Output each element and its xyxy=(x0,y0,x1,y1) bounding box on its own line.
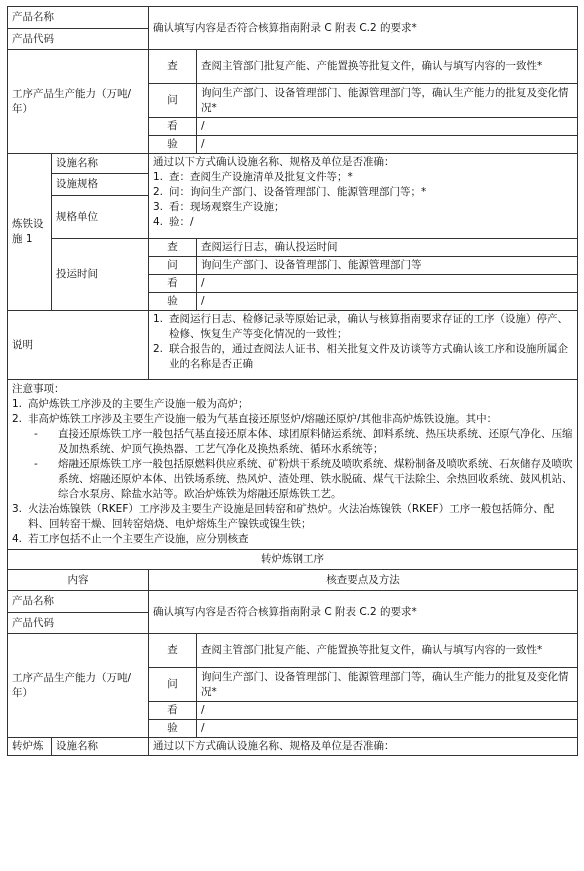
method-key-verify: 验 xyxy=(149,136,197,154)
s2-facility-intro: 通过以下方式确认设施名称、规格及单位是否准确： xyxy=(149,738,578,756)
method-key-look: 看 xyxy=(149,118,197,136)
col-content-header: 内容 xyxy=(8,570,149,591)
commission-key-look: 看 xyxy=(149,275,197,293)
commission-text-verify: / xyxy=(197,293,578,311)
list-item: 4. 验：/ xyxy=(153,216,194,228)
s2-method-key-verify: 验 xyxy=(149,720,197,738)
s2-method-key-look: 看 xyxy=(149,702,197,720)
list-item: 1. 查：查阅生产设施清单及批复文件等；* xyxy=(153,171,353,183)
product-code-label: 产品代码 xyxy=(8,29,149,50)
commission-text-look: / xyxy=(197,275,578,293)
s2-method-key-ask: 问 xyxy=(149,668,197,702)
s2-method-text-look: / xyxy=(197,702,578,720)
product-requirement: 确认填写内容是否符合核算指南附录 C 附表 C.2 的要求* xyxy=(149,7,578,50)
list-item: 3. 火法冶炼镍铁（RKEF）工序涉及主要生产设施是回转窑和矿热炉。火法冶炼镍铁（RKEF）工序一般包括筛分、配料、回转窑干燥、回转窑焙烧、电炉熔炼生产镍铁或镍生铁； xyxy=(12,503,555,530)
s2-product-name-label: 产品名称 xyxy=(8,591,149,613)
facility-method-list xyxy=(149,154,578,239)
section2-title: 转炉炼钢工序 xyxy=(8,550,578,570)
s2-method-text-verify: / xyxy=(197,720,578,738)
attention-title: 注意事项： xyxy=(12,383,65,395)
sub-list-item: - 熔融还原炼铁工序一般包括原燃料供应系统、矿粉烘干系统及喷吹系统、煤粉制备及喷吹系统、石灰储存及喷吹系统、熔融还原炉本体、出铁场系统、热风炉、渣处理、铁水脱硫、煤气干法除尘、余热回收系统、鼓风机站、综合水泵房、除盐水站等。欧冶炉炼铁为熔融还原炼铁工艺。 xyxy=(34,458,573,500)
s2-facility-name-label: 设施名称 xyxy=(52,738,149,756)
commission-key-check: 查 xyxy=(149,239,197,257)
verification-table-page xyxy=(7,6,577,756)
s2-group-label: 转炉炼 xyxy=(8,738,52,756)
list-item: 2. 问：询问生产部门、设备管理部门、能源管理部门等；* xyxy=(153,186,427,198)
list-item: 4. 若工序包括不止一个主要生产设施，应分别核查 xyxy=(12,533,249,545)
list-item: 2. 非高炉炼铁工序涉及主要生产设施一般为气基直接还原竖炉/熔融还原炉/其他非高炉炼铁设施。其中： xyxy=(12,413,498,425)
commission-key-ask: 问 xyxy=(149,257,197,275)
method-key-ask: 问 xyxy=(149,84,197,118)
list-item: 1. 查阅运行日志、检修记录等原始记录，确认与核算指南要求存证的工序（设施）停产、检修、恢复生产等变化情况的一致性； xyxy=(153,313,568,340)
sub-list-item: - 直接还原炼铁工序一般包括气基直接还原本体、球团原料储运系统、卸料系统、热压块系统、还原气净化、压缩及加热系统、炉顶气换热器、工艺气净化及换热系统、循环水系统等； xyxy=(34,428,573,455)
list-item: 3. 看：现场观察生产设施； xyxy=(153,201,285,213)
method-text-look: / xyxy=(197,118,578,136)
product-name-label: 产品名称 xyxy=(8,7,149,29)
commission-text-ask: 询问生产部门、设备管理部门、能源管理部门等 xyxy=(197,257,578,275)
method-text-verify: / xyxy=(197,136,578,154)
s2-method-key-check: 查 xyxy=(149,634,197,668)
list-item: 1. 高炉炼铁工序涉及的主要生产设施一般为高炉； xyxy=(12,398,249,410)
commission-label: 投运时间 xyxy=(52,239,149,311)
verification-table xyxy=(7,6,578,756)
notes-list xyxy=(149,311,578,380)
s2-product-requirement: 确认填写内容是否符合核算指南附录 C 附表 C.2 的要求* xyxy=(149,591,578,634)
list-item: 2. 联合报告的，通过查阅法人证书、相关批复文件及访谈等方式确认该工序和设施所属企业的名称是否正确 xyxy=(153,343,568,370)
method-key-check: 查 xyxy=(149,50,197,84)
facility-spec-label: 设施规格 xyxy=(52,174,149,196)
method-text-check: 查阅主管部门批复产能、产能置换等批复文件，确认与填写内容的一致性* xyxy=(197,50,578,84)
s2-capacity-label: 工序产品生产能力（万吨/年） xyxy=(8,634,149,738)
capacity-label: 工序产品生产能力（万吨/年） xyxy=(8,50,149,154)
facility-method-intro: 通过以下方式确认设施名称、规格及单位是否准确： xyxy=(153,156,395,168)
commission-text-check: 查阅运行日志，确认投运时间 xyxy=(197,239,578,257)
notes-label: 说明 xyxy=(8,311,149,380)
facility-name-label: 设施名称 xyxy=(52,154,149,174)
attention-block xyxy=(8,380,578,550)
facility-group-label: 炼铁设施 1 xyxy=(8,154,52,311)
spec-unit-label: 规格单位 xyxy=(52,196,149,239)
method-text-ask: 询问生产部门、设备管理部门、能源管理部门等，确认生产能力的批复及变化情况* xyxy=(197,84,578,118)
s2-method-text-check: 查阅主管部门批复产能、产能置换等批复文件，确认与填写内容的一致性* xyxy=(197,634,578,668)
col-method-header: 核查要点及方法 xyxy=(149,570,578,591)
commission-key-verify: 验 xyxy=(149,293,197,311)
s2-method-text-ask: 询问生产部门、设备管理部门、能源管理部门等，确认生产能力的批复及变化情况* xyxy=(197,668,578,702)
s2-product-code-label: 产品代码 xyxy=(8,613,149,634)
